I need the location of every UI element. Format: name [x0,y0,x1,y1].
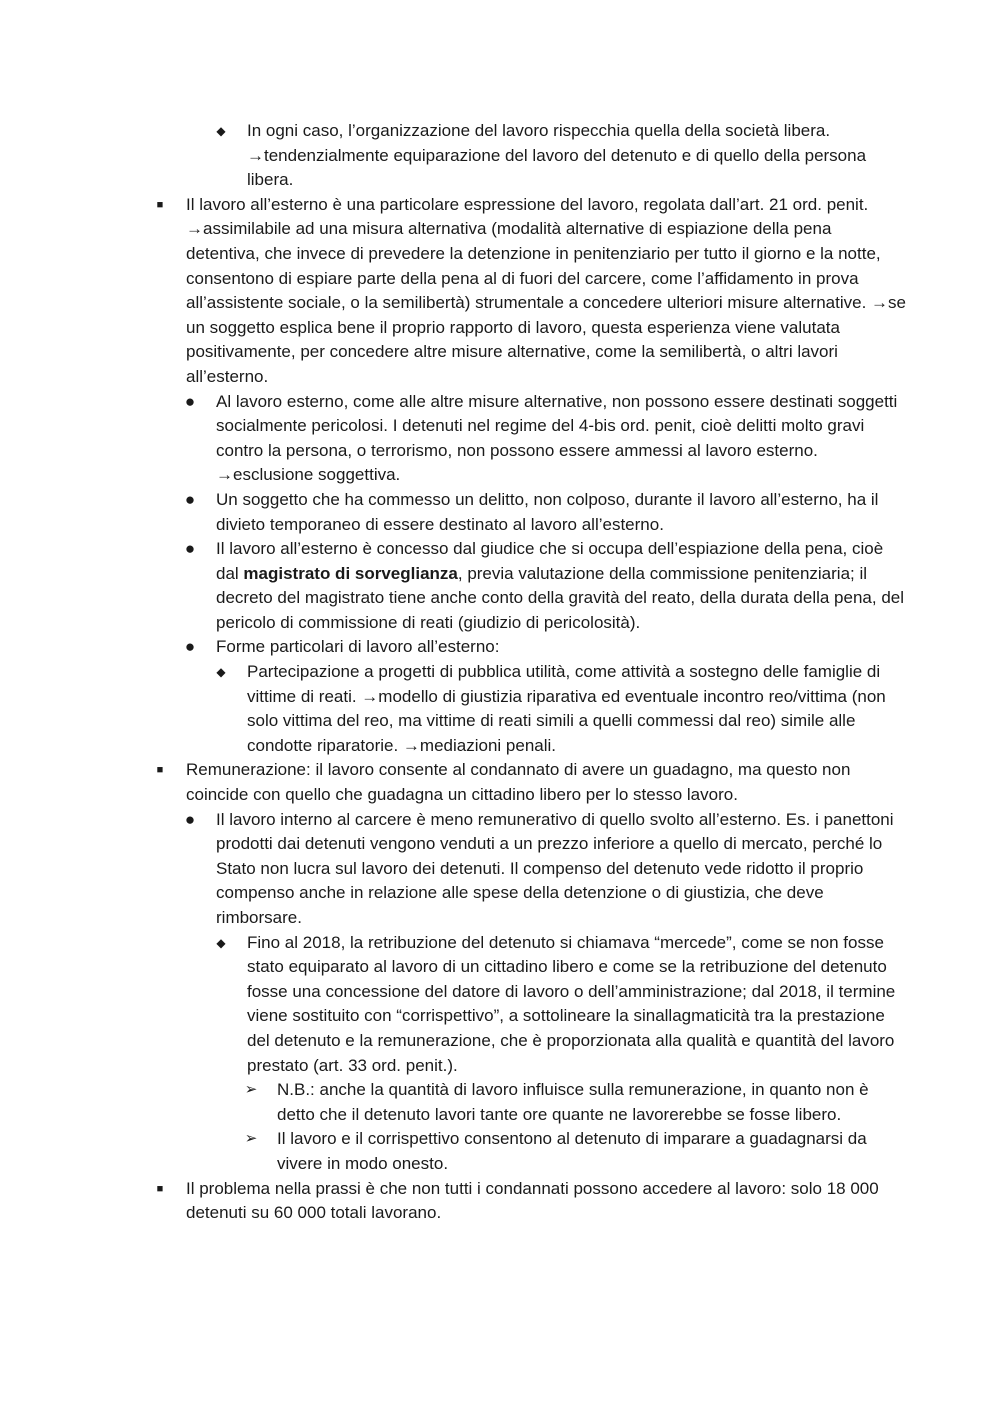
list-item [0,635,1000,660]
text-segment: Il lavoro all’esterno è una particolare espressione del lavoro, regolata dall’art. 21 ord. penit. →assimilabile ad una misura alternativa (modalità alternative di espiazione della pena detentiva, che invece di prevedere la detenzione in penitenziario per tutto il giorno e la notte, consentono di espiare parte della pena al di fuori del carcere, come l’affidamento in prova all’assistente sociale, o la semilibertà) strumentale a concedere ulteriori misure alternative. →se un soggetto esplica bene il proprio rapporto di lavoro, questa esperienza viene valutata positivamente, per concedere altre misure alternative, come la semilibertà, o altri lavori all’esterno. [186,194,906,386]
list-item-text [247,660,908,758]
text-segment: In ogni caso, l’organizzazione del lavoro rispecchia quella della società libera. →tendenzialmente equiparazione del lavoro del detenuto e di quello della persona libera. [247,121,867,190]
list-item [0,808,1000,931]
list-item [0,1127,1000,1176]
list-item-text [186,193,908,390]
square-bullet-icon: ■ [156,198,164,211]
list-item [0,1177,1000,1226]
text-segment: Il lavoro all’esterno è concesso dal giudice che si occupa dell’espiazione della pena, cioè dal [216,539,884,583]
list-item-text [186,758,908,807]
arrowhead-bullet-icon: ➢ [244,1081,258,1099]
text-segment: Il problema nella prassi è che non tutti i condannati possono accedere al lavoro: solo 18 000 detenuti su 60 000 totali lavorano. [186,1178,879,1223]
list-item [0,390,1000,488]
text-segment: , previa valutazione della commissione penitenziaria; il decreto del magistrato tiene anche conto della gravità del reato, della durata della pena, del pericolo di commissione di reati (giudizio di pericolosità). [216,563,905,632]
square-bullet-icon: ■ [156,1182,164,1195]
text-segment: N.B.: anche la quantità di lavoro influisce sulla remunerazione, in quanto non è detto che il detenuto lavori tante ore quante ne lavorerebbe se fosse libero. [277,1080,869,1124]
list-item-text [216,808,908,931]
text-segment: Il lavoro interno al carcere è meno remunerativo di quello svolto all’esterno. Es. i panettoni prodotti dai detenuti vengono venduti a un prezzo inferiore a quello di mercato, perché lo Stato non lucra sul lavoro dei detenuti. Il compenso del detenuto vede ridotto il proprio compenso anche in relazione alle spese della detenzione o di giustizia, che deve rimborsare. [216,809,894,927]
dot-bullet-icon: ● [184,391,196,411]
text-segment: Fino al 2018, la retribuzione del detenuto si chiamava “mercede”, come se non fosse stato equiparato al lavoro di un cittadino libero e come se la retribuzione del detenuto fosse una concessione del datore di lavoro o dell’amministrazione; dal 2018, il termine viene sostituito con “corrispettivo”, a sottolineare la sinallagmaticità tra la prestazione del detenuto e la remunerazione, che è proporzionata alla qualità e quantità del lavoro prestato (art. 33 ord. penit.). [247,932,896,1075]
square-bullet-icon: ■ [156,764,164,777]
list-item-text [277,1078,908,1127]
arrowhead-bullet-icon: ➢ [244,1130,258,1148]
document-body [0,119,1000,1226]
diamond-bullet-icon: ◆ [216,935,226,950]
list-item [0,1078,1000,1127]
list-item [0,931,1000,1079]
text-segment: Partecipazione a progetti di pubblica utilità, come attività a sostegno delle famiglie di vittime di reati. →modello di giustizia riparativa ed eventuale incontro reo/vittima (non solo vittima del reo, ma vittime di reati simili a quelli commessi dal reo) simile alle condotte riparatorie. →mediazioni penali. [247,662,886,755]
dot-bullet-icon: ● [184,637,196,657]
list-item [0,660,1000,758]
list-item [0,537,1000,635]
text-segment: Il lavoro e il corrispettivo consentono al detenuto di imparare a guadagnarsi da vivere in modo onesto. [277,1129,867,1173]
list-item [0,488,1000,537]
text-segment: Forme particolari di lavoro all’esterno: [216,637,500,657]
dot-bullet-icon: ● [184,539,196,559]
text-segment: Al lavoro esterno, come alle altre misure alternative, non possono essere destinati soggetti socialmente pericolosi. I detenuti nel regime del 4-bis ord. penit, cioè delitti molto gravi contro la persona, o terrorismo, non possono essere ammessi al lavoro esterno. →esclusione soggettiva. [216,391,898,485]
list-item-text [216,635,908,660]
dot-bullet-icon: ● [184,489,196,509]
list-item [0,193,1000,390]
diamond-bullet-icon: ◆ [216,124,226,138]
list-item-text [186,1177,908,1226]
list-item [0,758,1000,807]
list-item [0,119,1000,193]
list-item-text [216,488,908,537]
list-item-text [216,390,908,488]
list-item-text [247,931,908,1079]
dot-bullet-icon: ● [184,809,196,829]
bold-term: magistrato di sorveglianza [243,563,458,583]
list-item-text [216,537,908,635]
diamond-bullet-icon: ◆ [216,665,226,680]
text-segment: Remunerazione: il lavoro consente al condannato di avere un guadagno, ma questo non coincide con quello che guadagna un cittadino libero per lo stesso lavoro. [186,760,851,805]
text-segment: Un soggetto che ha commesso un delitto, non colposo, durante il lavoro all’esterno, ha il divieto temporaneo di essere destinato al lavoro all’esterno. [216,489,879,534]
list-item-text [247,119,908,193]
list-item-text [277,1127,908,1176]
